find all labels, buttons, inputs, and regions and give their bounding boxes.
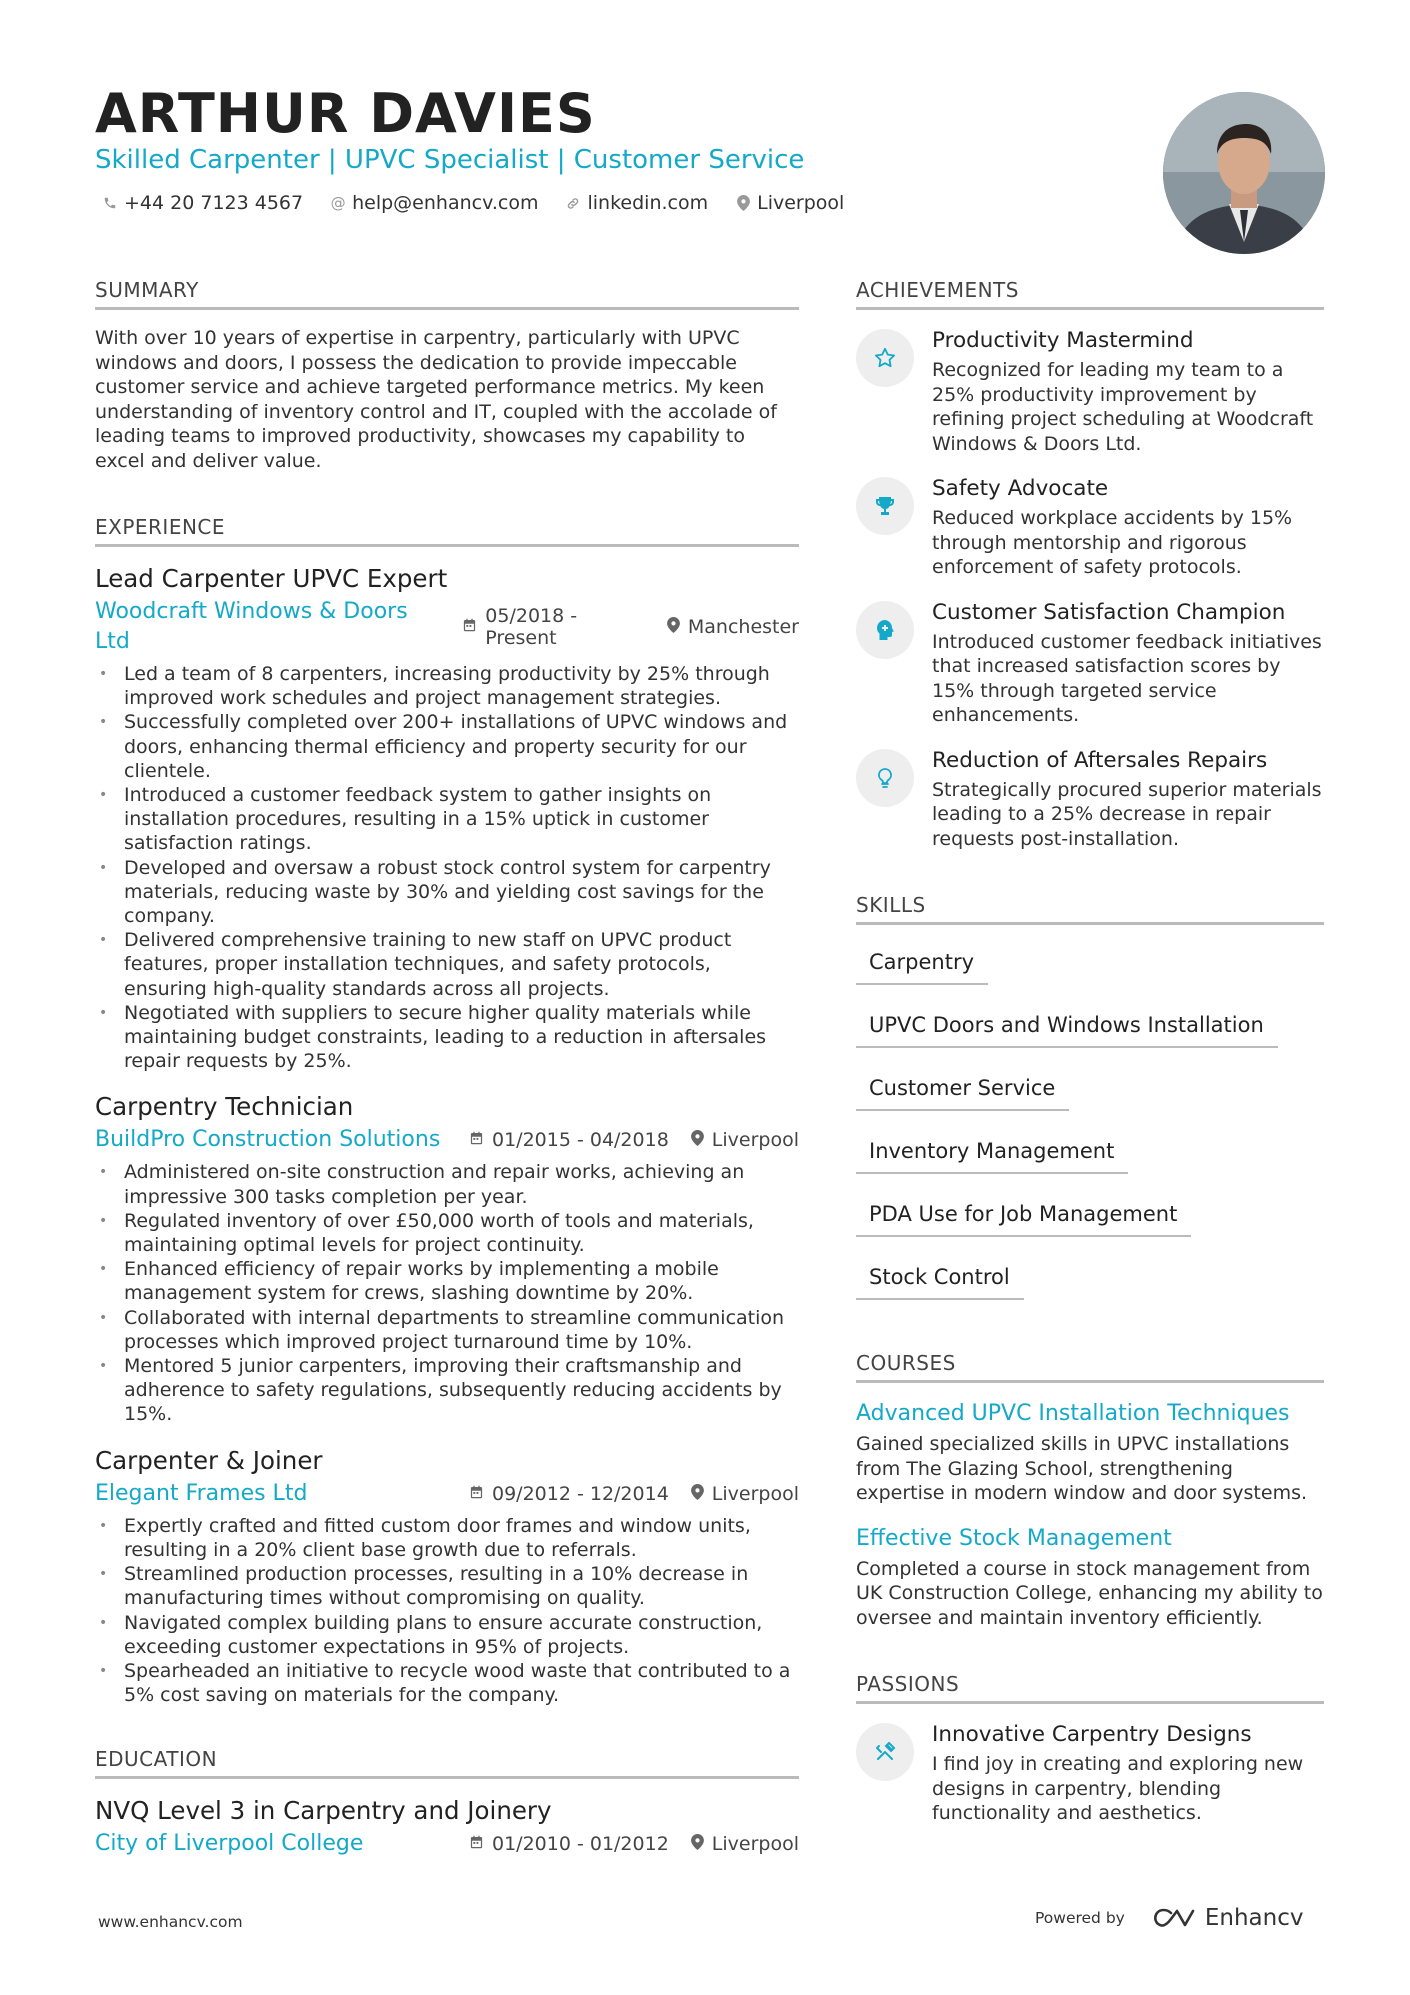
achievement-item: [856, 474, 1324, 580]
skills-list: [856, 941, 1324, 1319]
skill-tag: UPVC Doors and Windows Installation: [856, 1004, 1278, 1048]
job-entry: [95, 1091, 799, 1426]
job-dates: [469, 1483, 669, 1505]
list-item: • Expertly crafted and fitted custom door frames and window units, resulting in a 20% client base growth due to referrals.: [95, 1514, 799, 1562]
job-dates-text: 01/2015 - 04/2018: [491, 1129, 669, 1152]
skill-tag: Inventory Management: [856, 1130, 1128, 1174]
list-item: • Administered on-site construction and repair works, achieving an impressive 300 tasks completion per year.: [95, 1160, 799, 1208]
summary-text: With over 10 years of expertise in carpentry, particularly with UPVC windows and doors, I possess the dedication to provide impeccable customer service and achieve targeted performance metrics. My keen understanding of inventory control and IT, coupled with the accolade of leading teams to improved productivity, showcases my capability to excel and deliver value.: [95, 327, 777, 472]
footer-website[interactable]: www.enhancv.com: [98, 1913, 243, 1931]
course-title: Effective Stock Management: [856, 1525, 1172, 1551]
job-location-text: Liverpool: [711, 1482, 799, 1505]
enhancv-logo-icon: [1151, 1907, 1197, 1929]
achievement-title: Customer Satisfaction Champion: [932, 599, 1286, 625]
achievement-item: [856, 598, 1324, 728]
list-item: • Enhanced efficiency of repair works by implementing a mobile management system for crews, slashing downtime by 20%.: [95, 1257, 799, 1305]
job-meta: [95, 597, 799, 657]
contact-phone: [103, 190, 303, 216]
list-item: • Led a team of 8 carpenters, increasing productivity by 25% through improved work schedules and project management strategies.: [95, 662, 799, 710]
headline: Skilled Carpenter | UPVC Specialist | Customer Service: [95, 145, 805, 175]
profile-photo: [1163, 92, 1325, 254]
tools-icon: [856, 1723, 914, 1781]
enhancv-logo[interactable]: [1151, 1905, 1304, 1931]
school-name: City of Liverpool College: [95, 1831, 364, 1857]
job-bullets: [95, 662, 799, 1073]
contact-location-text: Liverpool: [757, 192, 845, 214]
calendar-icon: [469, 1484, 484, 1504]
education-heading: EDUCATION: [95, 1745, 799, 1779]
contact-email-text: help@enhancv.com: [352, 192, 539, 214]
achievement-title: Safety Advocate: [932, 476, 1109, 501]
list-item: • Successfully completed over 200+ installations of UPVC windows and doors, enhancing thermal efficiency and property security for our clientele.: [95, 710, 799, 783]
job-title: Lead Carpenter UPVC Expert: [95, 564, 448, 593]
contact-linkedin[interactable]: [566, 190, 708, 216]
list-item: • Introduced a customer feedback system to gather insights on installation procedures, resulting in a 15% uptick in customer satisfaction ratings.: [95, 783, 799, 856]
passions-heading: PASSIONS: [856, 1670, 1324, 1704]
passion-item: [856, 1720, 1324, 1826]
calendar-icon: [469, 1834, 484, 1854]
phone-icon: [103, 196, 117, 210]
education-location-text: Liverpool: [711, 1833, 799, 1856]
candidate-name: ARTHUR DAVIES: [95, 82, 596, 145]
job-location-text: Manchester: [687, 616, 799, 638]
job-bullets: [95, 1160, 799, 1426]
education-dates-text: 01/2010 - 01/2012: [491, 1833, 669, 1856]
achievement-item: [856, 746, 1324, 852]
job-bullets: [95, 1514, 799, 1708]
location-icon: [691, 1484, 704, 1504]
list-item: • Collaborated with internal departments to streamline communication processes which improved project turnaround time by 10%.: [95, 1306, 799, 1354]
experience-heading: EXPERIENCE: [95, 513, 799, 547]
company-name: Woodcraft Windows & Doors Ltd: [95, 599, 408, 654]
list-item: • Regulated inventory of over £50,000 worth of tools and materials, maintaining optimal levels for project continuity.: [95, 1209, 799, 1257]
achievement-desc: Reduced workplace accidents by 15% through mentorship and rigorous enforcement of safety protocols.: [932, 507, 1293, 578]
summary-heading: SUMMARY: [95, 276, 799, 310]
contact-linkedin-text: linkedin.com: [587, 192, 709, 214]
list-item: • Spearheaded an initiative to recycle wood waste that contributed to a 5% cost saving on materials for the company.: [95, 1659, 799, 1707]
location-icon: [691, 1130, 704, 1150]
head-icon: [856, 601, 914, 659]
list-item: • Negotiated with suppliers to secure higher quality materials while maintaining budget constraints, leading to a reduction in aftersales repair requests by 25%.: [95, 1001, 799, 1074]
passion-title: Innovative Carpentry Designs: [932, 1722, 1252, 1747]
footer-branding: [1035, 1905, 1303, 1931]
achievement-item: [856, 326, 1324, 456]
job-dates: [462, 605, 645, 649]
list-item: • Navigated complex building plans to ensure accurate construction, exceeding customer expectations in 95% of projects.: [95, 1611, 799, 1659]
job-meta: [95, 1125, 799, 1155]
at-icon: @: [330, 194, 346, 212]
achievement-desc: Introduced customer feedback initiatives that increased satisfaction scores by 15% through targeted service enhancements.: [932, 630, 1322, 726]
courses-heading: COURSES: [856, 1349, 1324, 1383]
job-dates: [469, 1129, 669, 1151]
list-item: • Delivered comprehensive training to new staff on UPVC product features, proper installation techniques, and safety protocols, ensuring high-quality standards across all projects.: [95, 928, 799, 1001]
course-desc: Gained specialized skills in UPVC installations from The Glazing School, strengthening expertise in modern window and door systems.: [856, 1433, 1308, 1504]
powered-by-label: Powered by: [1035, 1909, 1125, 1927]
list-item: • Mentored 5 junior carpenters, improving their craftsmanship and adherence to safety regulations, subsequently reducing accidents by 15%.: [95, 1354, 799, 1427]
course-desc: Completed a course in stock management from UK Construction College, enhancing my ability to oversee and maintain inventory efficiently.: [856, 1557, 1323, 1629]
achievements-heading: ACHIEVEMENTS: [856, 276, 1324, 310]
calendar-icon: [469, 1130, 484, 1150]
job-title: Carpenter & Joiner: [95, 1445, 323, 1475]
company-name: Elegant Frames Ltd: [95, 1480, 308, 1506]
achievement-title: Productivity Mastermind: [932, 328, 1194, 353]
job-location: [667, 616, 799, 638]
brand-name: Enhancv: [1204, 1905, 1304, 1931]
job-location: [691, 1129, 799, 1151]
list-item: • Developed and oversaw a robust stock control system for carpentry materials, reducing waste by 30% and yielding cost savings for the company.: [95, 856, 799, 929]
contact-bar: [103, 190, 872, 216]
list-item: • Streamlined production processes, resulting in a 10% decrease in manufacturing times without compromising on quality.: [95, 1562, 799, 1610]
achievement-title: Reduction of Aftersales Repairs: [932, 747, 1268, 773]
job-entry: [95, 1445, 799, 1708]
education-meta: [95, 1829, 799, 1859]
skill-tag: Stock Control: [856, 1256, 1024, 1300]
contact-location: [736, 190, 844, 216]
star-icon: [856, 329, 914, 387]
job-entry: [95, 563, 799, 1073]
education-location: [691, 1833, 799, 1855]
skill-tag: Customer Service: [856, 1067, 1069, 1111]
achievement-desc: Strategically procured superior materials leading to a 25% decrease in repair requests post-installation.: [932, 778, 1322, 850]
education-entry: [95, 1795, 799, 1859]
job-dates-text: 05/2018 - Present: [485, 605, 578, 649]
skill-tag: Carpentry: [856, 941, 988, 985]
right-column: [856, 276, 1324, 1826]
passion-desc: I find joy in creating and exploring new designs in carpentry, blending functionality and aesthetics.: [932, 1753, 1304, 1824]
location-icon: [691, 1834, 704, 1854]
job-location: [691, 1483, 799, 1505]
job-meta: [95, 1479, 799, 1509]
education-dates: [469, 1833, 669, 1855]
job-title: Carpentry Technician: [95, 1092, 354, 1122]
job-location-text: Liverpool: [711, 1129, 799, 1152]
company-name: BuildPro Construction Solutions: [95, 1127, 441, 1153]
skills-heading: SKILLS: [856, 891, 1324, 925]
achievement-desc: Recognized for leading my team to a 25% productivity improvement by refining project scheduling at Woodcraft Windows & Doors Ltd.: [932, 359, 1314, 455]
degree-title: NVQ Level 3 in Carpentry and Joinery: [95, 1796, 552, 1826]
calendar-icon: [462, 617, 477, 637]
link-icon: [566, 196, 580, 211]
left-column: [95, 276, 799, 1859]
skill-tag: PDA Use for Job Management: [856, 1193, 1191, 1237]
contact-phone-text: +44 20 7123 4567: [124, 192, 304, 214]
job-dates-text: 09/2012 - 12/2014: [491, 1482, 669, 1505]
course-title: Advanced UPVC Installation Techniques: [856, 1401, 1290, 1426]
lightbulb-icon: [856, 749, 914, 807]
contact-email[interactable]: [331, 190, 538, 216]
trophy-icon: [856, 477, 914, 535]
location-icon: [667, 617, 680, 637]
location-icon: [736, 195, 750, 211]
